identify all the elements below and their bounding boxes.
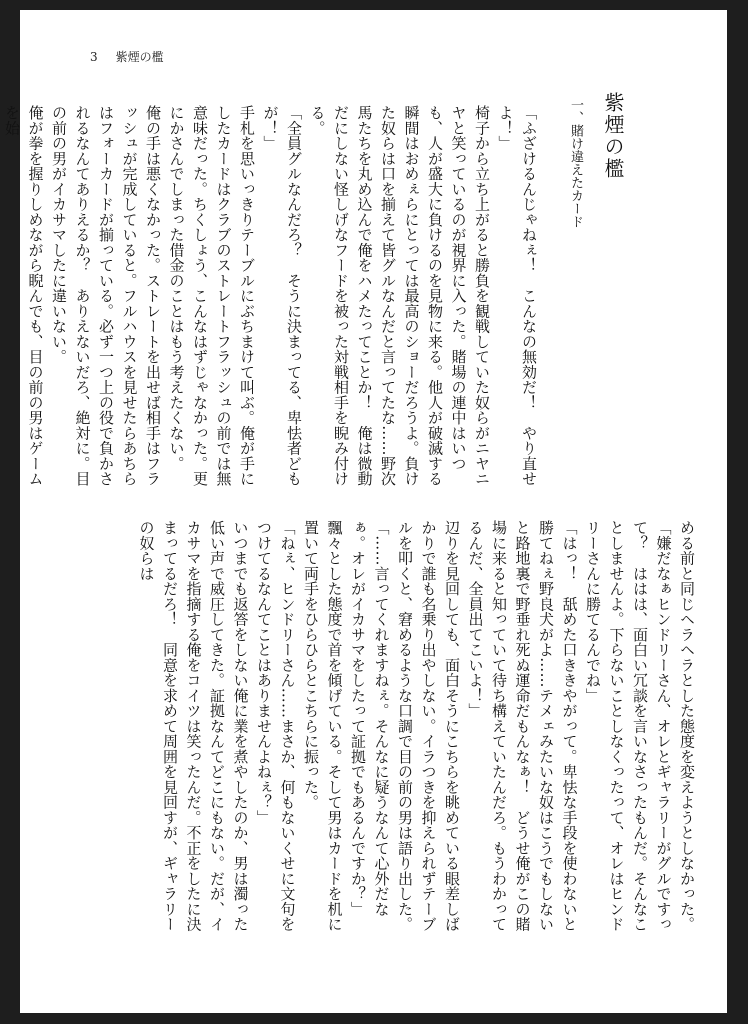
running-title: 紫煙の檻 <box>115 50 164 64</box>
paragraph: 椅子から立ち上がると勝負を観戦していた奴らがニヤニヤと笑っているのが視界に入った。賭場の連中はいつも、人が盛大に負けるのを見物に来る。他人が破滅する瞬間はおめぇらにとっては最高のショーだろうよ。負けた奴らは口を揃えて皆グルなんだと言ってたな……野次馬たちを丸め込んで俺をハメたってことか！ 俺は微動だにしない怪しげなフードを被った対戦相手を睨み付ける。 <box>308 105 491 487</box>
paragraph: 辺りを見回しても、面白そうにこちらを眺めている眼差しばかりで誰も名乗り出やしない。イラつきを抑えられずテーブルを叩くと、窘めるような口調で目の前の男は語り出した。 <box>396 520 461 932</box>
paragraph: 手札を思いっきりテーブルにぶちまけて叫ぶ。俺が手にしたカードはクラブのストレートフラッシュの前では無意味だった。ちくしょう、こんなはずじゃなかった。更にかさんでしまった借金のことはもう考えたくない。 <box>167 105 256 487</box>
paragraph: 「……言ってくれますねぇ。そんなに疑うなんて心外だなぁ。オレがイカサマをしたって証拠でもあるんですか？」 <box>349 520 391 917</box>
lower-text-block <box>98 520 698 932</box>
paragraph: 「はっ！ 舐めた口ききやがって。卑怯な手段を使わないと勝てねぇ野良犬がよ……テメェみたいな奴はこうでもしないと路地裏で野垂れ死ぬ運命だもんなぁ！ どうせ俺がこの賭場に来ると知っていて待ち構えていたんだろ。もうわかってるんだ、全員出てこいよ！」 <box>466 520 579 932</box>
upper-text-block <box>3 105 540 500</box>
paragraph: 俺が拳を握りしめながら睨んでも、目の前の男はゲームを始 <box>3 105 45 487</box>
paragraph: いつまでも返答をしない俺に業を煮やしたのか、男は濁った低い声で威圧してきた。証拠なんてどこにもない。だが、イカサマを指摘する俺をコイツは笑ったんだ。不正をしたに決まってるだろ！ 同意を求めて周囲を見回すが、ギャラリーの奴らは <box>137 520 250 932</box>
paragraph: 「ふざけるんじゃねぇ！ こんなの無効だ！ やり直せよ！」 <box>496 105 538 487</box>
story-title: 紫煙の檻 <box>601 92 625 180</box>
paragraph: 俺の手は悪くなかった。ストレートを出せば相手はフラッシュが完成していると。フルハウスを見せたらあちらはフォーカードが揃っている。必ず一つ上の役で負かされるなんてありえるか？ ありえないだろ、絶対に。目の前の男がイカサマしたに違いない。 <box>50 105 162 487</box>
page-number: 3 <box>90 50 98 64</box>
paragraph: 「嫌だなぁヒンドリーさん、オレとギャラリーがグルですって？ ははは、面白い冗談を言いなさったもんだ。そんなことしませんよ。下らないことしなくったって、オレはヒンドリーさんに勝てるんでね」 <box>584 520 673 932</box>
book-page <box>3 10 727 1013</box>
paragraph: 飄々とした態度で首を傾げている。そして男はカードを机に置いて両手をひらひらとこちらに振った。 <box>302 520 344 932</box>
paragraph: 「ねぇ、ヒンドリーさん……まさか、何もないくせに文句をつけてるなんてことはありませんよねぇ？」 <box>255 520 297 932</box>
running-header <box>90 48 164 65</box>
paragraph: める前と同じヘラヘラとした態度を変えようとしなかった。 <box>678 520 696 932</box>
chapter-heading: 一、賭け違えたカード <box>568 98 583 228</box>
paragraph: 「全員グルなんだろ？ そうに決まってる、卑怯者どもが！」 <box>261 105 303 487</box>
